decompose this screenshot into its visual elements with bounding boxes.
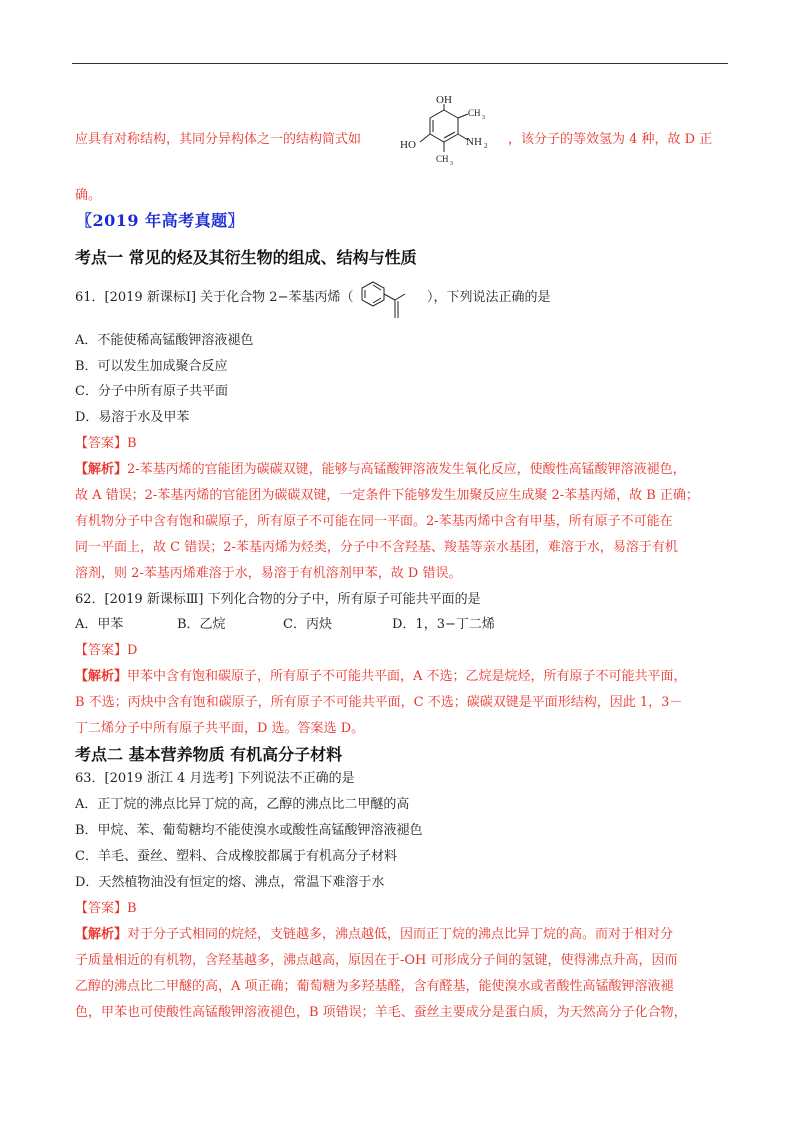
q61-option-b: B．可以发生加成聚合反应: [75, 359, 228, 374]
q61-option-c: C．分子中所有原子共平面: [75, 384, 228, 399]
continuation-text-end: 确。: [75, 188, 102, 203]
svg-text:2: 2: [484, 142, 488, 150]
q61-stem: 61．[2019 新课标Ⅰ] 关于化合物 2−苯基丙烯（: [75, 290, 354, 305]
q61-analysis-line-4: 同一平面上，故 C 错误；2-苯基丙烯为烃类，分子中不含羟基、羧基等亲水基团，难溶于水，易溶于有机: [75, 540, 678, 555]
q61-option-d: D．易溶于水及甲苯: [75, 410, 190, 425]
q61-stem-end: ），下列说法正确的是: [427, 290, 551, 305]
q62-analysis-line-3: 丁二烯分子中所有原子共平面，D 选。答案选 D。: [75, 721, 365, 736]
q62-answer: 【答案】D: [75, 643, 138, 658]
topic-heading-2: 考点二 基本营养物质 有机高分子材料: [75, 745, 343, 764]
q61-analysis-line-3: 有机物分子中含有饱和碳原子，所有原子不可能在同一平面。2-苯基丙烯中含有甲基，所有原子不可能在: [75, 514, 673, 529]
topic-heading-1: 考点一 常见的烃及其衍生物的组成、结构与性质: [75, 248, 417, 267]
q61-option-a: A．不能使稀高锰酸钾溶液褪色: [75, 333, 254, 348]
q63-option-b: B．甲烷、苯、葡萄糖均不能使溴水或酸性高锰酸钾溶液褪色: [75, 823, 423, 838]
isomer-structure-figure: [392, 92, 492, 180]
q63-stem: 63．[2019 浙江 4 月选考] 下列说法不正确的是: [75, 771, 355, 786]
oh-left-label: HO: [400, 139, 416, 151]
q62-analysis-line-2: B 不选；丙炔中含有饱和碳原子，所有原子不可能共平面，C 不选；碳碳双键是平面形结构，因此 1，3－: [75, 695, 683, 710]
q63-analysis-line-2: 子质量相近的有机物，含羟基越多，沸点越高，原因在于-OH 可形成分子间的氢键，使得沸点升高，因而: [75, 953, 678, 968]
q61-answer: 【答案】B: [75, 436, 137, 451]
continuation-text: 应具有对称结构，其同分异构体之一的结构简式如: [75, 132, 362, 147]
q62-option-a: A．甲苯: [75, 617, 124, 632]
q63-option-c: C．羊毛、蚕丝、塑料、合成橡胶都属于有机高分子材料: [75, 849, 397, 864]
q61-analysis-line-1: 【解析】2-苯基丙烯的官能团为碳碳双键，能够与高锰酸钾溶液发生氧化反应，使酸性高锰酸钾溶液褪色，: [75, 462, 686, 477]
q62-option-d: D．1，3−丁二烯: [392, 617, 495, 632]
nh2-label: NH: [466, 136, 482, 148]
q63-option-a: A．正丁烷的沸点比异丁烷的高，乙醇的沸点比二甲醚的高: [75, 797, 410, 812]
ch3-bottom-label: CH: [436, 154, 449, 164]
q63-option-d: D．天然植物油没有恒定的熔、沸点，常温下难溶于水: [75, 875, 385, 890]
oh-top-label: OH: [436, 94, 452, 106]
svg-text:3: 3: [450, 161, 453, 167]
q62-option-b: B．乙烷: [177, 617, 226, 632]
phenylpropene-structure-figure: [351, 278, 429, 328]
q63-analysis-line-1: 【解析】对于分子式相同的烷烃，支链越多，沸点越低，因而正丁烷的沸点比异丁烷的高。而对于相对分: [75, 927, 674, 942]
q63-answer: 【答案】B: [75, 901, 137, 916]
header-rule: [72, 63, 728, 64]
q62-stem: 62．[2019 新课标Ⅲ] 下列化合物的分子中，所有原子可能共平面的是: [75, 592, 481, 607]
svg-text:3: 3: [482, 115, 485, 121]
q61-analysis-line-5: 溶剂，则 2-苯基丙烯难溶于水，易溶于有机溶剂甲苯，故 D 错误。: [75, 566, 462, 581]
section-title: 〖2019 年高考真题〗: [76, 211, 245, 230]
q62-analysis-line-1: 【解析】甲苯中含有饱和碳原子，所有原子不可能共平面，A 不选；乙烷是烷烃，所有原子不可能共平面，: [75, 669, 687, 684]
continuation-text-after: ，该分子的等效氢为 4 种，故 D 正: [508, 132, 713, 147]
ch3-right-label: CH: [468, 108, 481, 118]
q63-analysis-line-3: 乙醇的沸点比二甲醚的高，A 项正确；葡萄糖为多羟基醛，含有醛基，能使溴水或者酸性高锰酸钾溶液褪: [75, 979, 674, 994]
q63-analysis-line-4: 色，甲苯也可使酸性高锰酸钾溶液褪色，B 项错误；羊毛、蚕丝主要成分是蛋白质，为天然高分子化合物，: [75, 1005, 687, 1020]
q61-analysis-line-2: 故 A 错误；2-苯基丙烯的官能团为碳碳双键，一定条件下能够发生加聚反应生成聚 2-苯基丙烯，故 B 正确；: [75, 488, 699, 503]
q62-option-c: C．丙炔: [283, 617, 332, 632]
